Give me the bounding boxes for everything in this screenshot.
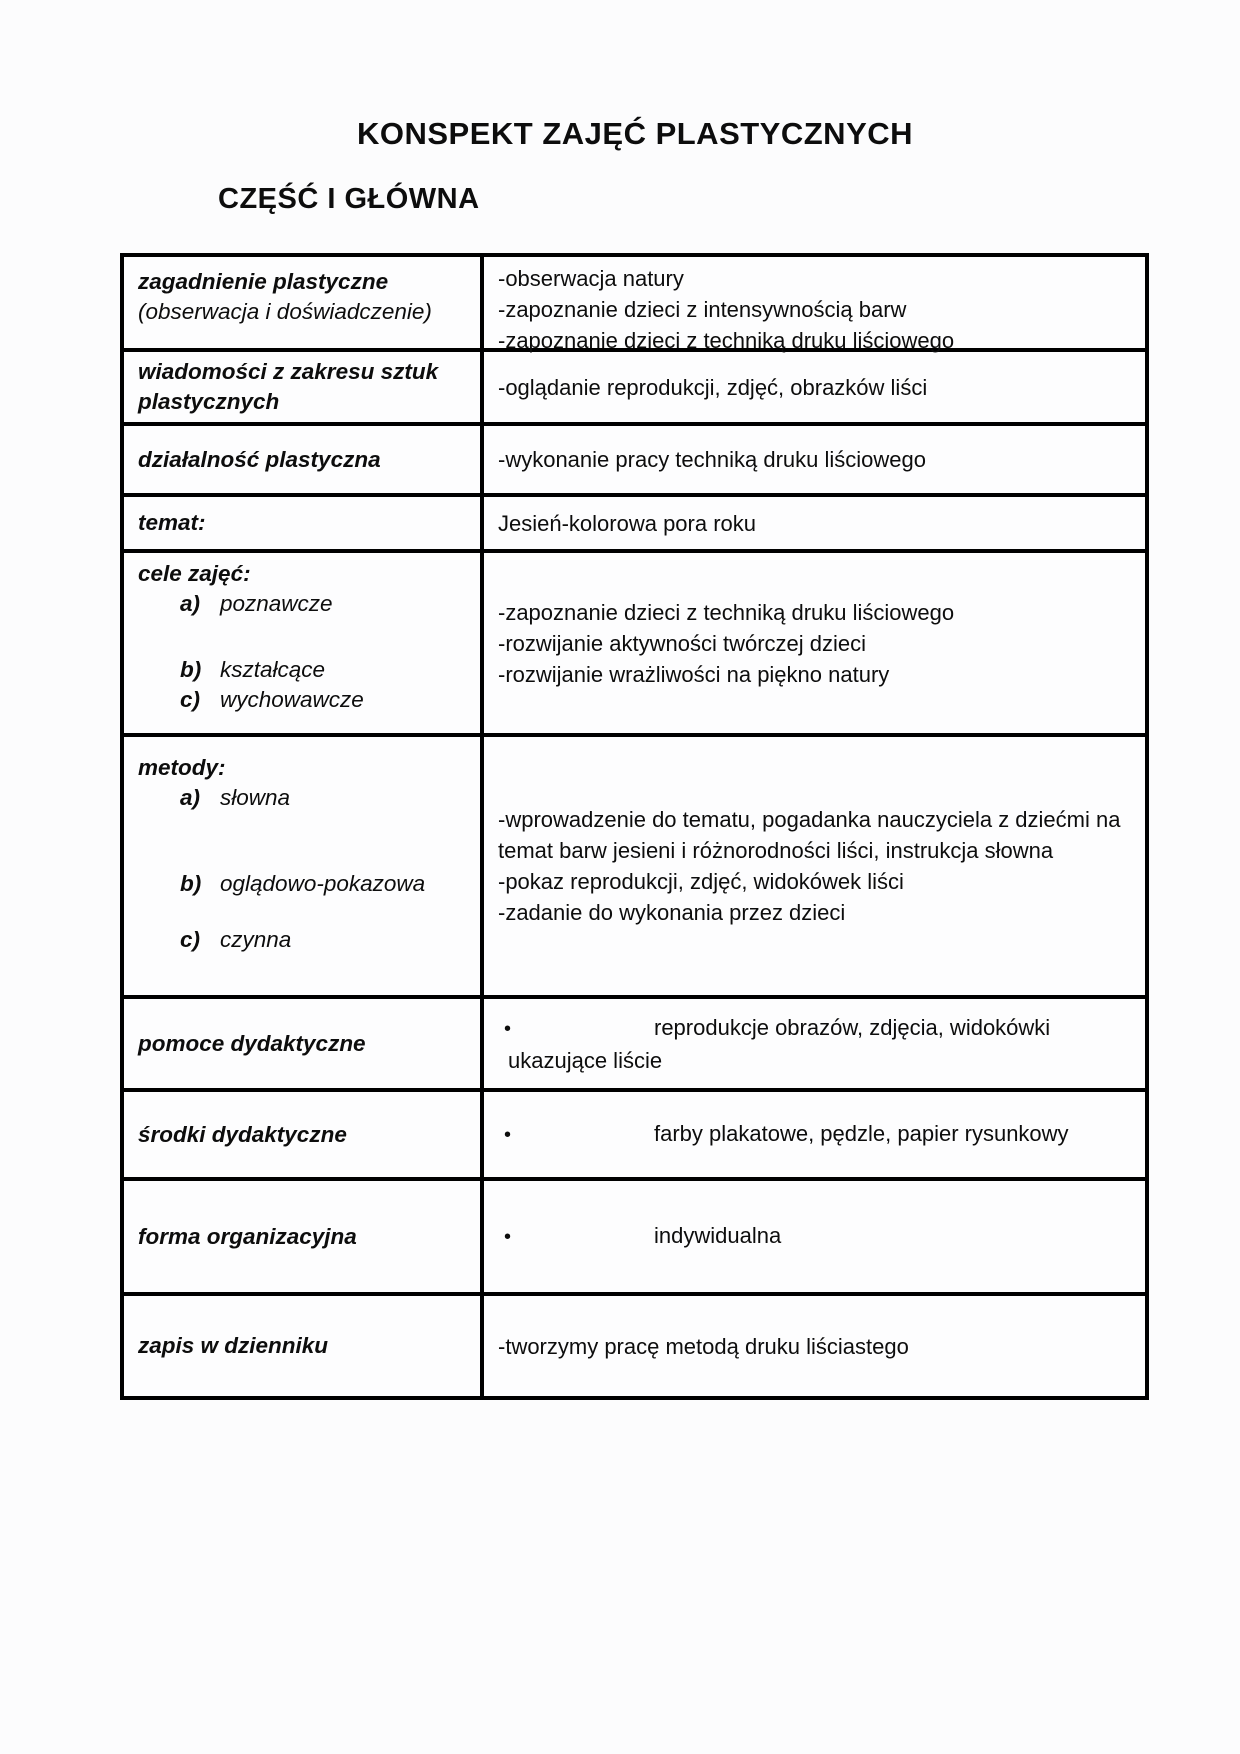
row-value: [480, 1181, 1145, 1292]
value-line: ukazujące liście: [508, 1047, 663, 1073]
row-value: [480, 737, 1145, 995]
bullet-icon: •: [504, 1124, 512, 1146]
list-item: a) słowna: [138, 783, 472, 813]
label-line: forma organizacyjna: [138, 1223, 357, 1249]
value-line: -pokaz reprodukcji, zdjęć, widokówek liści: [498, 869, 904, 894]
table-row-wiadomosci: [124, 348, 1145, 422]
value-line: -zapoznanie dzieci z techniką druku liściowego: [498, 599, 955, 625]
row-label: [124, 737, 480, 995]
value-line: -zapoznanie dzieci z techniką druku liściowego: [498, 328, 955, 353]
label-line: środki dydaktyczne: [138, 1121, 347, 1147]
table-row-pomoce-dydaktyczne: [124, 995, 1145, 1088]
list-marker: c): [180, 687, 201, 712]
bullet-item: [498, 1012, 1135, 1045]
list-item: a) poznawcze: [138, 589, 472, 619]
row-value: [480, 999, 1145, 1088]
value-line: -wprowadzenie do tematu, pogadanka nauczyciela z dziećmi na temat barw jesieni i różnorodności liści, instrukcja słowna: [498, 807, 1121, 863]
row-value: [480, 257, 1145, 353]
value-line: reprodukcje obrazów, zdjęcia, widokówki: [654, 1014, 1051, 1040]
table-row-metody: [124, 733, 1145, 995]
value-line: Jesień-kolorowa pora roku: [498, 510, 757, 536]
label-line: wiadomości z zakresu sztuk plastycznych: [138, 359, 439, 414]
table-row-forma-organizacyjna: [124, 1177, 1145, 1292]
table-row-zagadnienie-plastyczne: [124, 257, 1145, 353]
row-label: [124, 553, 480, 733]
value-line: -oglądanie reprodukcji, zdjęć, obrazków liści: [498, 374, 928, 400]
list-item: c) wychowawcze: [138, 685, 472, 715]
table-row-zapis-w-dzienniku: [124, 1292, 1145, 1396]
label-line: zagadnienie plastyczne: [138, 269, 389, 294]
value-line: -zadanie do wykonania przez dzieci: [498, 900, 846, 925]
row-label: [124, 1181, 480, 1292]
value-line: indywidualna: [654, 1223, 782, 1248]
section-heading: CZĘŚĆ I GŁÓWNA: [218, 183, 480, 215]
list-marker: a): [180, 785, 201, 810]
list-marker: c): [180, 927, 201, 952]
value-line: -rozwijanie wrażliwości na piękno natury: [498, 661, 890, 687]
row-value: [480, 1092, 1145, 1177]
row-value: [480, 352, 1145, 422]
row-label: [124, 999, 480, 1088]
lesson-plan-table: [120, 253, 1149, 1400]
value-line: -obserwacja natury: [498, 266, 684, 291]
row-value: [480, 497, 1145, 549]
value-line: -zapoznanie dzieci z intensywnością barw: [498, 297, 907, 322]
row-value: [480, 426, 1145, 493]
list-marker: b): [180, 871, 202, 896]
row-value: [480, 1296, 1145, 1396]
value-line: -rozwijanie aktywności twórczej dzieci: [498, 630, 867, 656]
value-line: farby plakatowe, pędzle, papier rysunkowy: [654, 1121, 1069, 1146]
bullet-icon: •: [504, 1017, 512, 1040]
list-marker: a): [180, 591, 201, 616]
label-line: zapis w dzienniku: [138, 1333, 329, 1358]
list-item: b) kształcące: [138, 655, 472, 685]
bullet-icon: •: [504, 1226, 512, 1248]
row-label: [124, 497, 480, 549]
list-item: c) czynna: [138, 925, 472, 955]
row-label: [124, 426, 480, 493]
bullet-item: [498, 1220, 1135, 1253]
value-line: -wykonanie pracy techniką druku liściowego: [498, 447, 926, 472]
row-label: [124, 1296, 480, 1396]
label-line: cele zajęć:: [138, 561, 251, 586]
label-line: działalność plastyczna: [138, 446, 381, 472]
list-item: b) oglądowo-pokazowa: [138, 869, 472, 899]
label-line: pomoce dydaktyczne: [138, 1030, 366, 1056]
value-line: -tworzymy pracę metodą druku liściastego: [498, 1333, 909, 1359]
row-label: [124, 1092, 480, 1177]
list-marker: b): [180, 657, 202, 682]
label-line: metody:: [138, 755, 226, 780]
table-row-temat: [124, 493, 1145, 549]
row-value: [480, 553, 1145, 733]
bullet-item: [498, 1118, 1135, 1151]
table-row-dzialalnosc: [124, 422, 1145, 493]
table-row-cele-zajec: [124, 549, 1145, 733]
row-label: [124, 352, 480, 422]
label-line: temat:: [138, 510, 206, 535]
row-label: [124, 257, 480, 348]
page-title: KONSPEKT ZAJĘĆ PLASTYCZNYCH: [356, 116, 914, 151]
table-row-srodki-dydaktyczne: [124, 1088, 1145, 1177]
label-line-secondary: (obserwacja i doświadczenie): [138, 299, 432, 324]
